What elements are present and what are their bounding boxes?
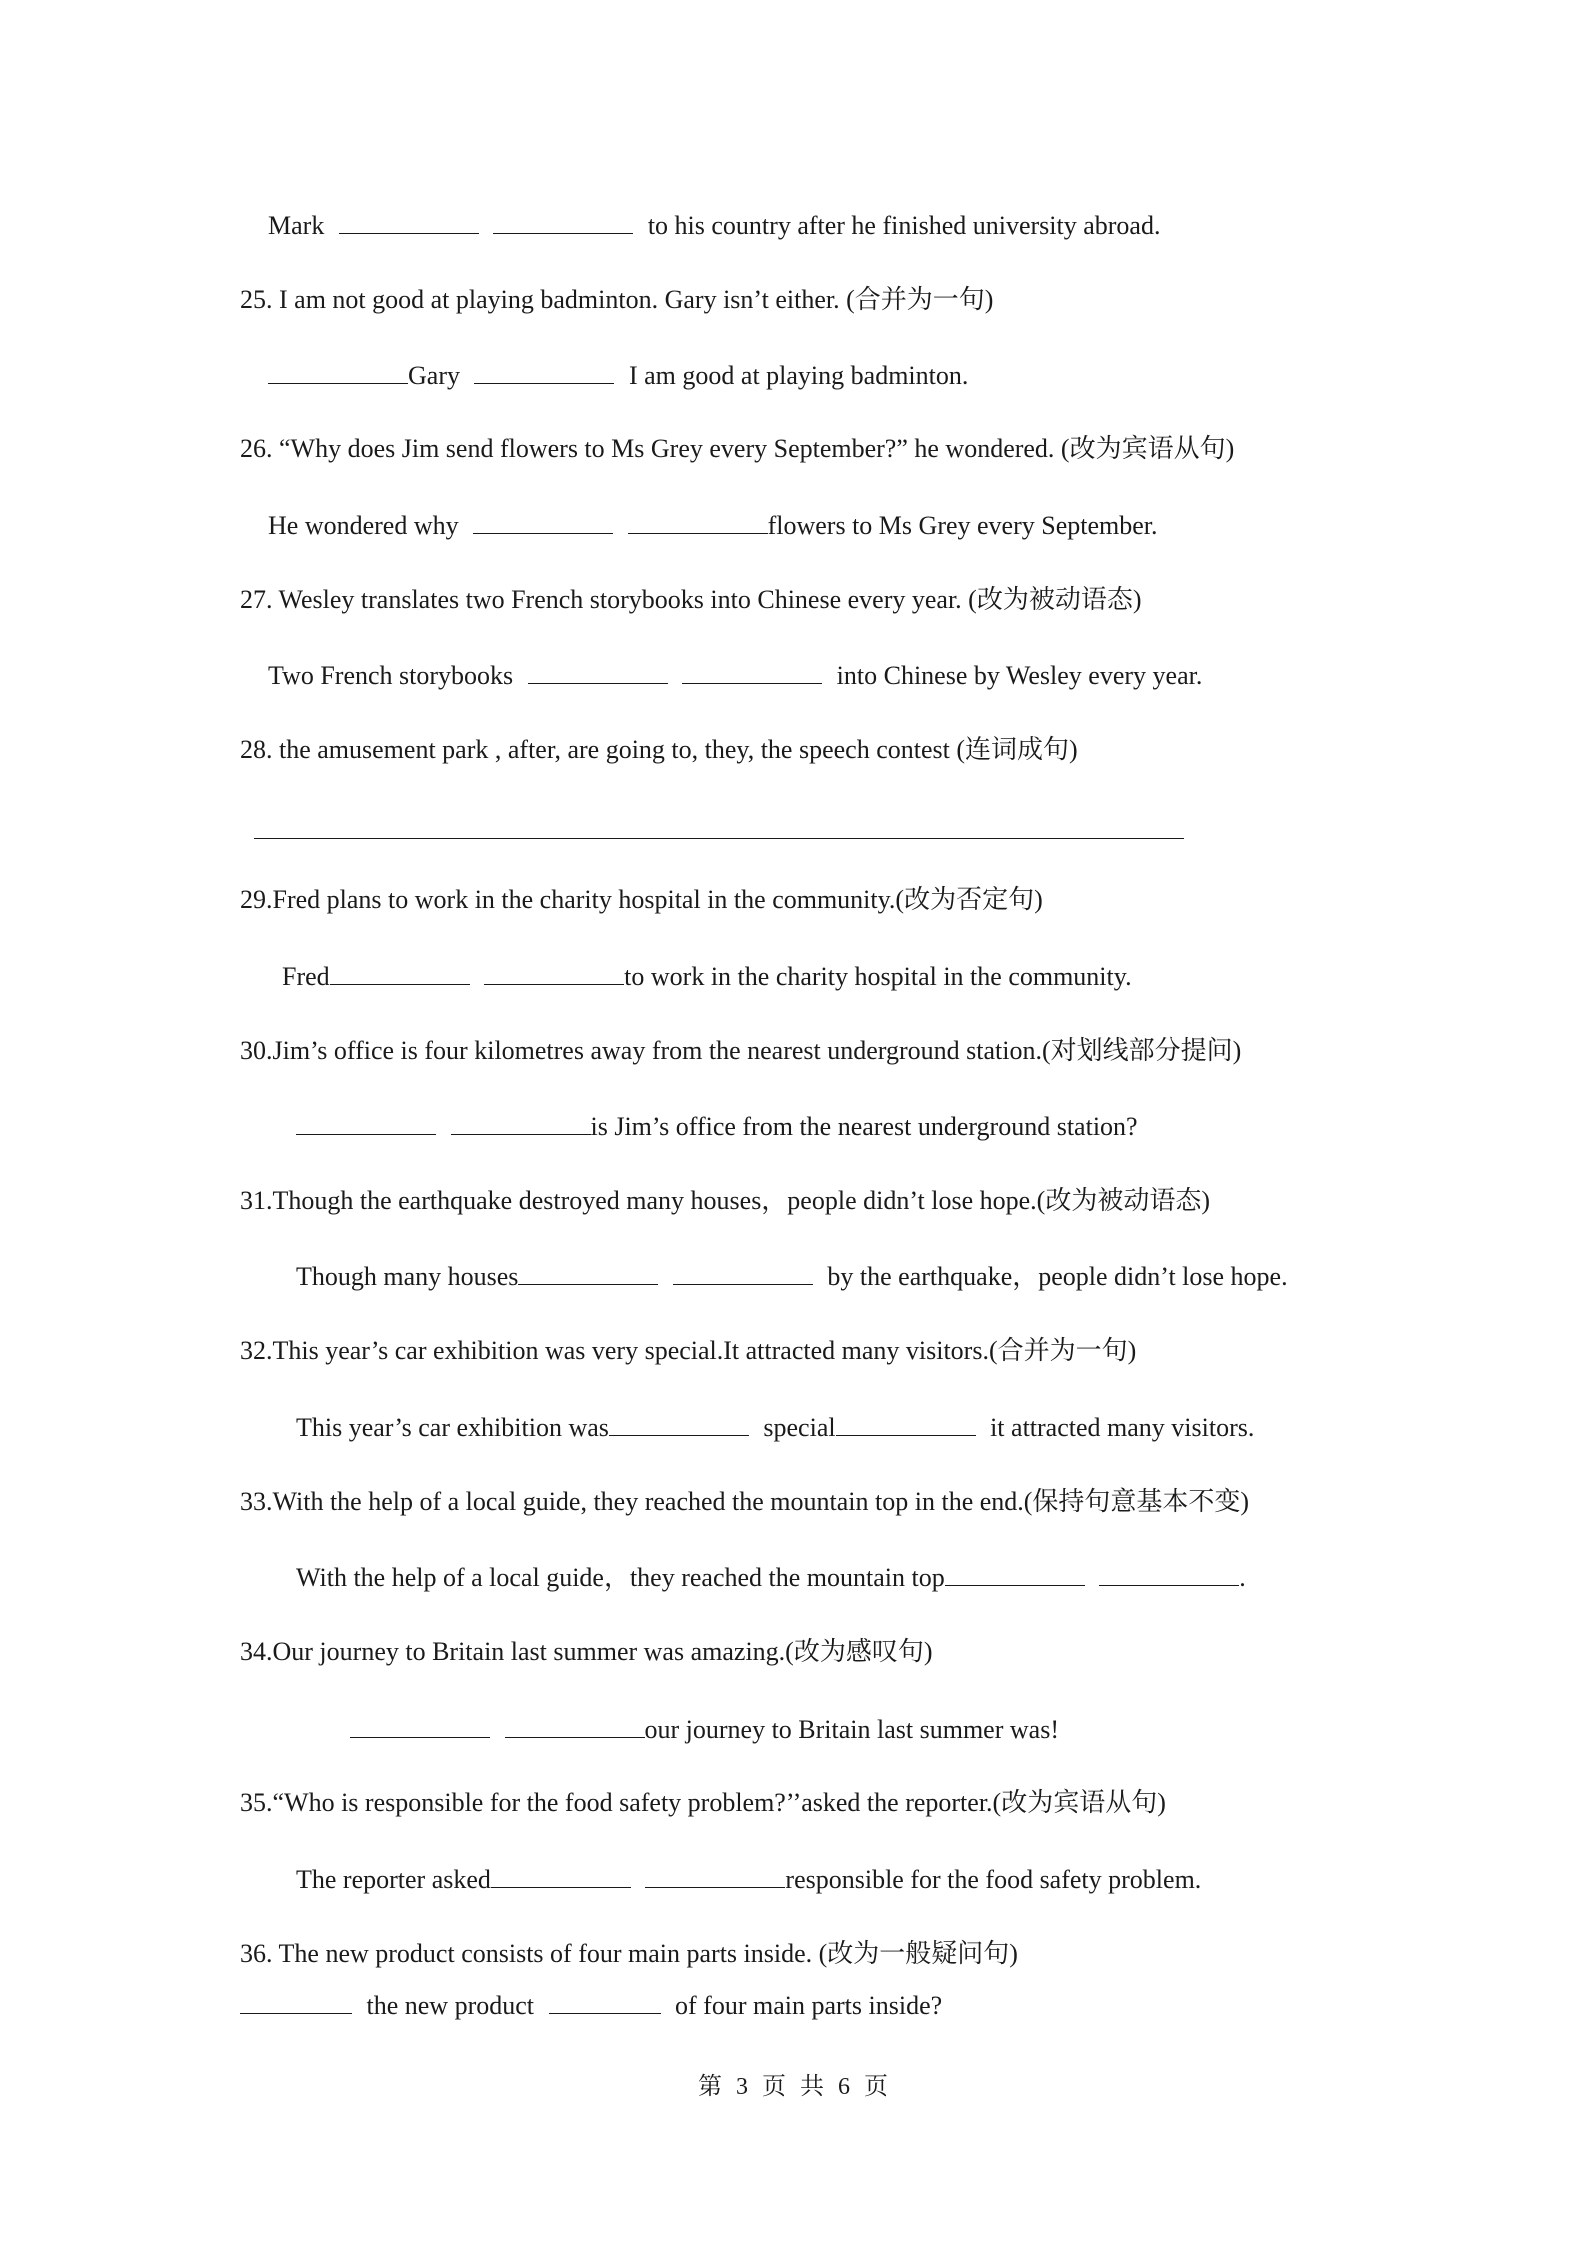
answer-text: The reporter asked: [296, 1865, 491, 1894]
answer-blank[interactable]: [350, 1713, 490, 1738]
answer-blank[interactable]: [549, 1989, 661, 2014]
answer-blank[interactable]: [518, 1260, 658, 1285]
question-29: 29.Fred plans to work in the charity hospital in the community.(改为否定句): [240, 885, 1043, 914]
question-26: 26. “Why does Jim send flowers to Ms Grey every September?” he wondered. (改为宾语从句): [240, 434, 1235, 463]
answer-text: With the help of a local guide，they reached the mountain top: [296, 1563, 945, 1592]
answer-line-25: [268, 359, 968, 392]
answer-text: I am good at playing badminton.: [628, 361, 969, 390]
answer-blank[interactable]: [945, 1561, 1085, 1586]
answer-text: to work in the charity hospital in the community.: [624, 962, 1132, 991]
answer-blank[interactable]: [491, 1863, 631, 1888]
answer-blank[interactable]: [484, 960, 624, 985]
answer-line-36: [240, 1989, 942, 2022]
question-31: 31.Though the earthquake destroyed many houses，people didn’t lose hope.(改为被动语态): [240, 1186, 1210, 1215]
answer-blank[interactable]: [268, 359, 408, 384]
answer-text: Fred: [282, 962, 330, 991]
question-28: 28. the amusement park , after, are going to, they, the speech contest (连词成句): [240, 735, 1078, 764]
answer-line-26: [268, 509, 1158, 542]
answer-blank[interactable]: [645, 1863, 785, 1888]
answer-text: into Chinese by Wesley every year.: [836, 661, 1203, 690]
answer-blank[interactable]: [836, 1411, 976, 1436]
answer-blank[interactable]: [682, 659, 822, 684]
answer-blank[interactable]: [296, 1110, 436, 1135]
question-27: 27. Wesley translates two French storybooks into Chinese every year. (改为被动语态): [240, 585, 1142, 614]
answer-blank[interactable]: [330, 960, 470, 985]
answer-blank[interactable]: [451, 1110, 591, 1135]
answer-blank[interactable]: [628, 509, 768, 534]
answer-text: by the earthquake，people didn’t lose hope.: [827, 1262, 1288, 1291]
answer-text: to his country after he finished university abroad.: [647, 211, 1161, 240]
answer-blank[interactable]: [339, 209, 479, 234]
answer-line-27: [268, 659, 1202, 692]
answer-line-24: [268, 209, 1160, 242]
page-footer: 第 3 页 共 6 页: [698, 2074, 888, 2100]
answer-text: it attracted many visitors.: [990, 1413, 1255, 1442]
answer-text: is Jim’s office from the nearest underground station?: [590, 1112, 1138, 1141]
answer-line-31: [296, 1260, 1288, 1293]
answer-blank[interactable]: [1099, 1561, 1239, 1586]
answer-line-29: [282, 960, 1132, 993]
question-32: 32.This year’s car exhibition was very special.It attracted many visitors.(合并为一句): [240, 1336, 1137, 1365]
answer-text: special: [763, 1413, 836, 1442]
question-30: 30.Jim’s office is four kilometres away from the nearest underground station.(对划线部分提问): [240, 1036, 1242, 1065]
answer-line-32: [296, 1411, 1254, 1444]
answer-text: Two French storybooks: [268, 661, 514, 690]
answer-text: Gary: [408, 361, 460, 390]
answer-blank[interactable]: [240, 1989, 352, 2014]
answer-text: the new product: [366, 1991, 535, 2020]
answer-text: Mark: [268, 211, 325, 240]
question-36: 36. The new product consists of four main parts inside. (改为一般疑问句): [240, 1939, 1018, 1968]
answer-text: of four main parts inside?: [675, 1991, 943, 2020]
answer-text: He wondered why: [268, 511, 459, 540]
answer-text: responsible for the food safety problem.: [785, 1865, 1202, 1894]
answer-line-35: [296, 1863, 1201, 1896]
answer-text: flowers to Ms Grey every September.: [767, 511, 1158, 540]
answer-blank[interactable]: [609, 1411, 749, 1436]
answer-text: our journey to Britain last summer was!: [644, 1715, 1059, 1744]
answer-blank[interactable]: [493, 209, 633, 234]
answer-text: Though many houses: [296, 1262, 519, 1291]
answer-blank-long[interactable]: [254, 838, 1184, 839]
answer-blank[interactable]: [673, 1260, 813, 1285]
answer-blank[interactable]: [474, 359, 614, 384]
question-35: 35.“Who is responsible for the food safety problem?’’asked the reporter.(改为宾语从句): [240, 1788, 1166, 1817]
answer-line-34: [350, 1713, 1059, 1746]
answer-line-33: [296, 1561, 1246, 1594]
answer-line-30: [296, 1110, 1138, 1143]
answer-text: This year’s car exhibition was: [296, 1413, 609, 1442]
answer-blank[interactable]: [528, 659, 668, 684]
answer-blank[interactable]: [473, 509, 613, 534]
answer-text: .: [1239, 1563, 1246, 1592]
question-33: 33.With the help of a local guide, they reached the mountain top in the end.(保持句意基本不变): [240, 1487, 1250, 1516]
question-25: 25. I am not good at playing badminton. Gary isn’t either. (合并为一句): [240, 285, 994, 314]
question-34: 34.Our journey to Britain last summer was amazing.(改为感叹句): [240, 1637, 933, 1666]
answer-blank[interactable]: [505, 1713, 645, 1738]
